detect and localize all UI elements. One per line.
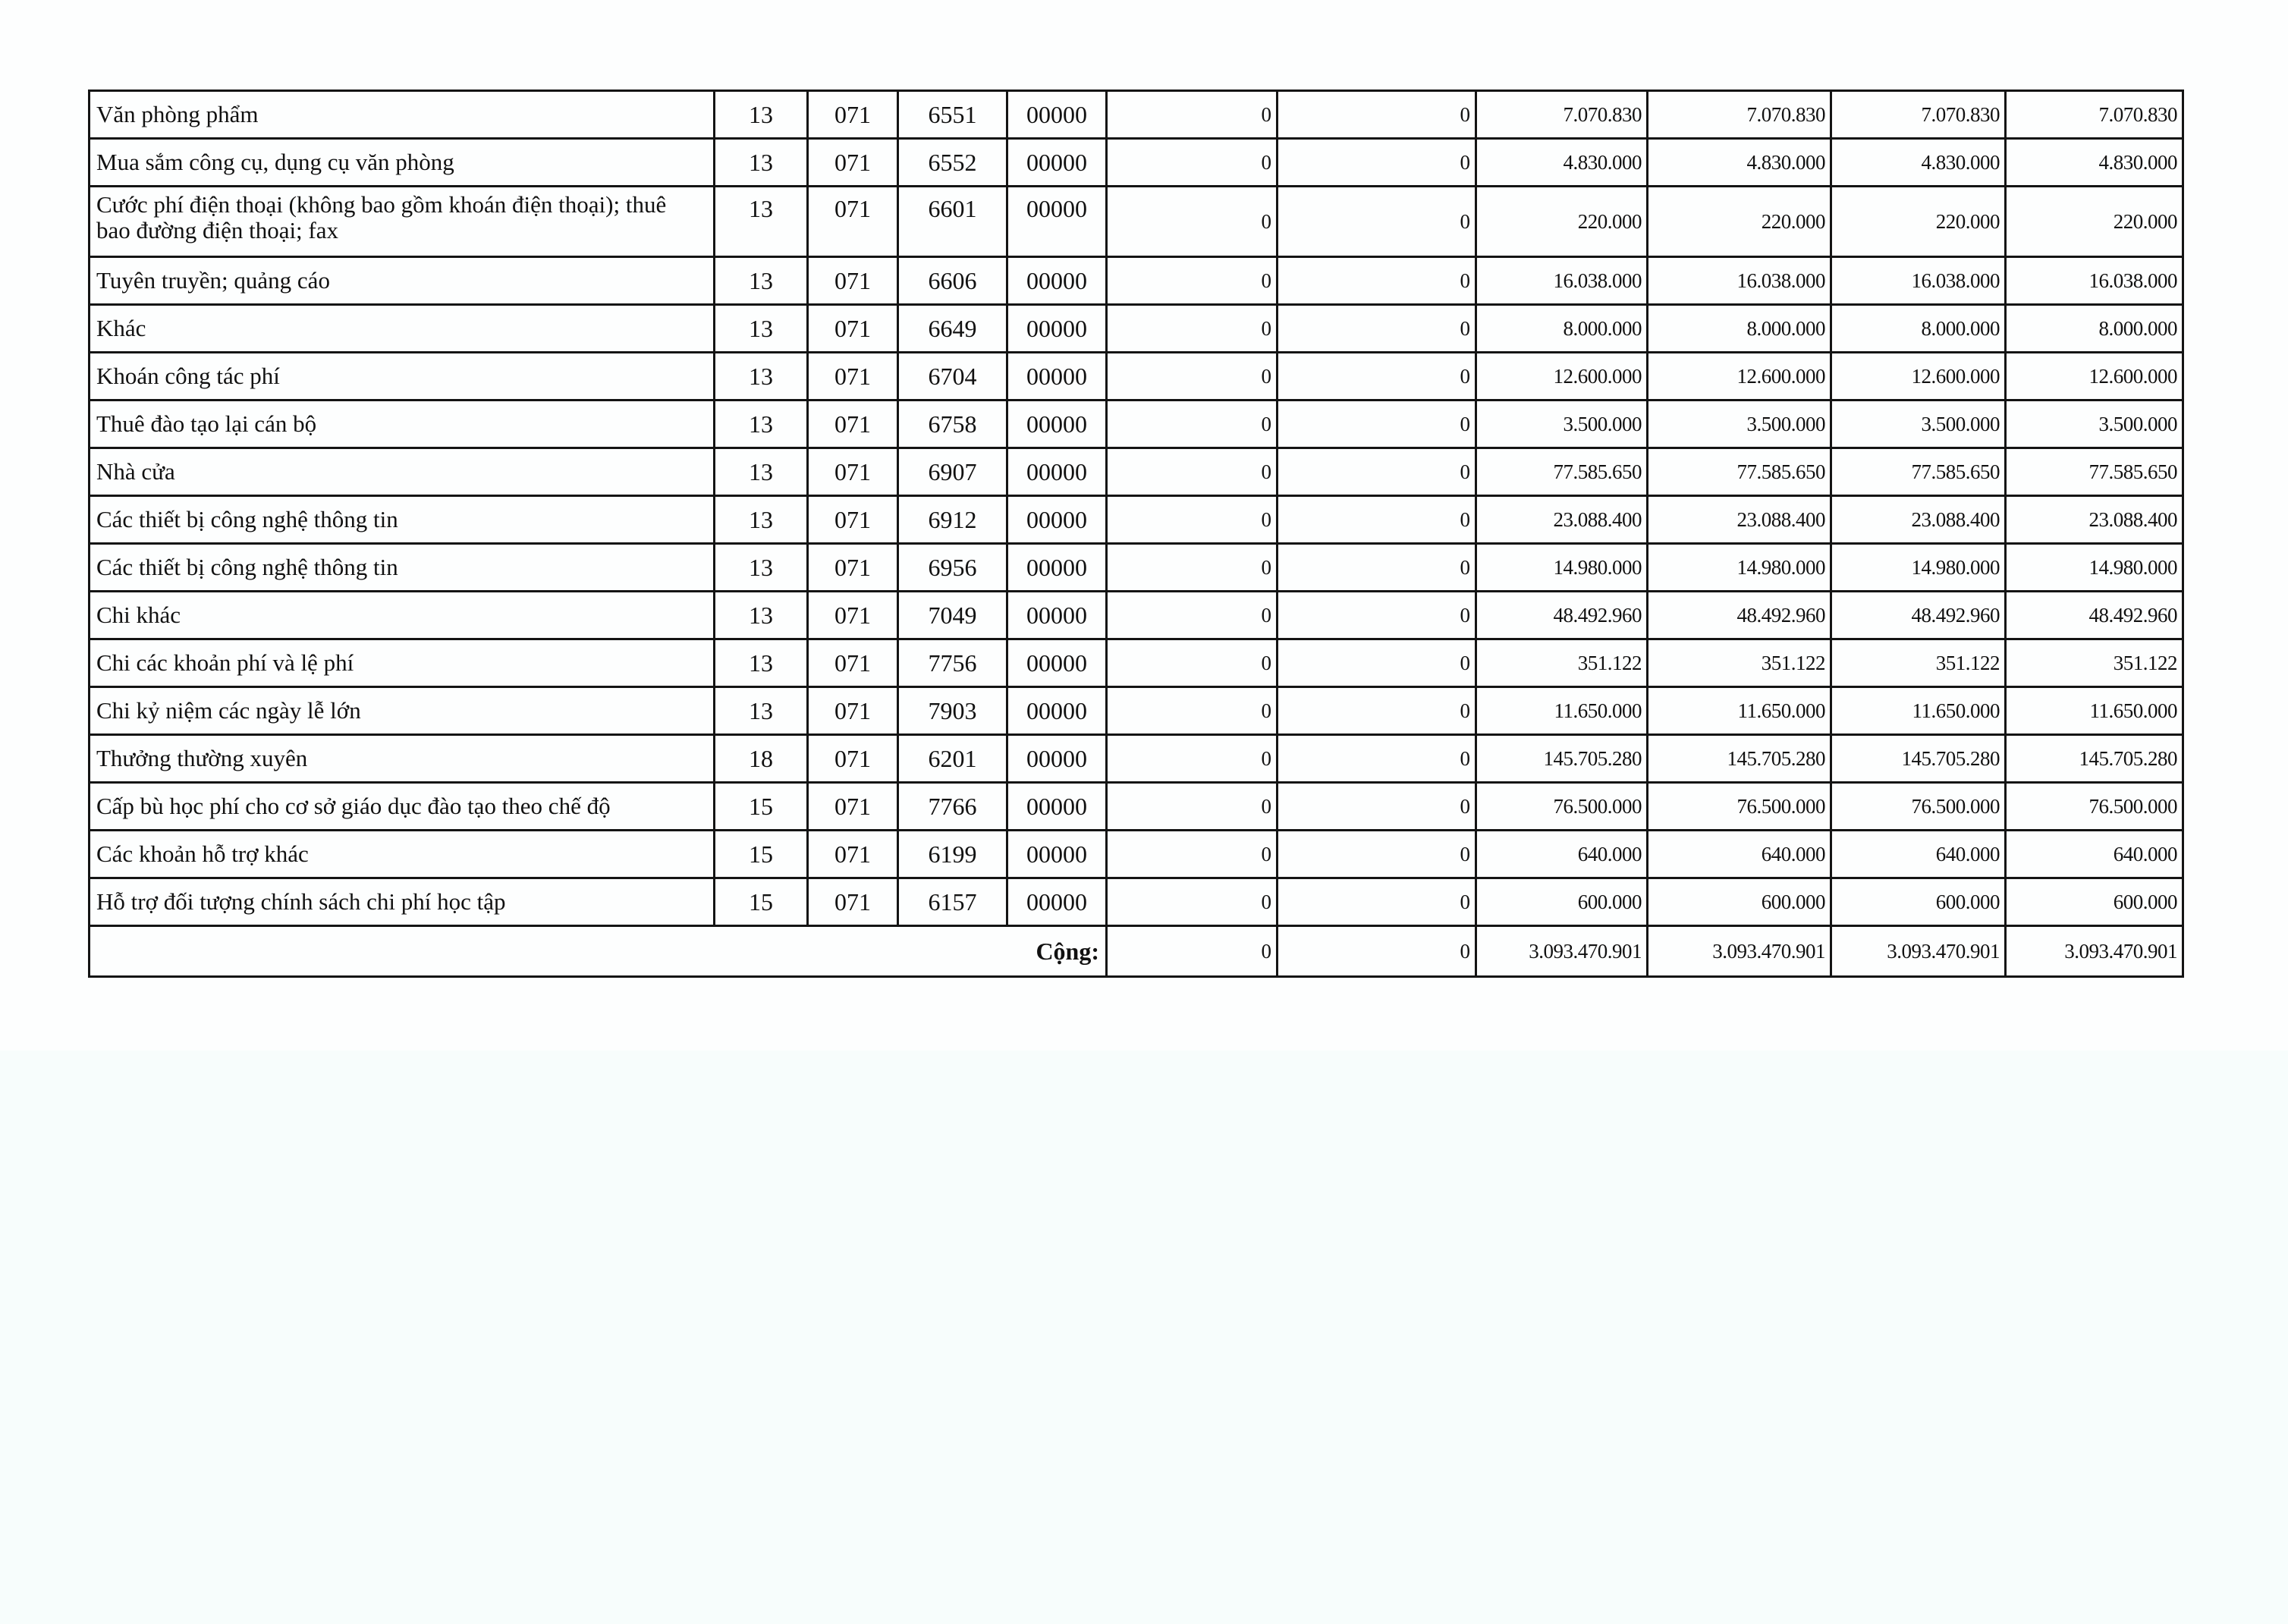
program-code: 00000: [1007, 353, 1107, 401]
value-2: 0: [1278, 735, 1476, 783]
value-5: 23.088.400: [1831, 496, 2006, 544]
value-5: 48.492.960: [1831, 592, 2006, 639]
table-row: [90, 735, 2183, 783]
budget-table: [88, 90, 2184, 978]
chapter-code: 13: [715, 687, 808, 735]
value-5: 640.000: [1831, 831, 2006, 878]
chapter-code: 15: [715, 878, 808, 926]
section-code: 071: [808, 783, 898, 831]
item-code: 6606: [898, 257, 1007, 305]
value-6: 351.122: [2006, 639, 2183, 687]
value-5: 600.000: [1831, 878, 2006, 926]
value-3: 600.000: [1476, 878, 1648, 926]
chapter-code: 13: [715, 91, 808, 139]
value-6: 12.600.000: [2006, 353, 2183, 401]
total-value-1: 0: [1107, 926, 1278, 977]
section-code: 071: [808, 496, 898, 544]
total-label: Cộng:: [90, 926, 1107, 977]
item-name: Cước phí điện thoại (không bao gồm khoán điện thoại); thuê bao đường điện thoại; fax: [90, 187, 715, 257]
value-4: 48.492.960: [1648, 592, 1831, 639]
program-code: 00000: [1007, 401, 1107, 448]
item-name: Các khoản hỗ trợ khác: [90, 831, 715, 878]
value-1: 0: [1107, 735, 1278, 783]
budget-table-footer: [90, 926, 2183, 977]
item-name: Khoán công tác phí: [90, 353, 715, 401]
value-1: 0: [1107, 305, 1278, 353]
value-3: 8.000.000: [1476, 305, 1648, 353]
item-code: 6758: [898, 401, 1007, 448]
chapter-code: 13: [715, 639, 808, 687]
value-5: 14.980.000: [1831, 544, 2006, 592]
section-code: 071: [808, 831, 898, 878]
table-row: [90, 544, 2183, 592]
value-6: 48.492.960: [2006, 592, 2183, 639]
table-row: [90, 91, 2183, 139]
value-1: 0: [1107, 139, 1278, 187]
total-row: [90, 926, 2183, 977]
item-name: Văn phòng phẩm: [90, 91, 715, 139]
value-5: 12.600.000: [1831, 353, 2006, 401]
budget-table-body: [90, 91, 2183, 926]
value-6: 23.088.400: [2006, 496, 2183, 544]
value-6: 600.000: [2006, 878, 2183, 926]
section-code: 071: [808, 353, 898, 401]
table-row: [90, 592, 2183, 639]
value-3: 14.980.000: [1476, 544, 1648, 592]
section-code: 071: [808, 187, 898, 257]
value-1: 0: [1107, 878, 1278, 926]
value-4: 23.088.400: [1648, 496, 1831, 544]
value-3: 23.088.400: [1476, 496, 1648, 544]
value-6: 145.705.280: [2006, 735, 2183, 783]
total-value-3: 3.093.470.901: [1476, 926, 1648, 977]
table-row: [90, 783, 2183, 831]
item-code: 6601: [898, 187, 1007, 257]
value-2: 0: [1278, 687, 1476, 735]
value-2: 0: [1278, 592, 1476, 639]
table-row: [90, 448, 2183, 496]
value-3: 11.650.000: [1476, 687, 1648, 735]
value-4: 16.038.000: [1648, 257, 1831, 305]
item-name: Các thiết bị công nghệ thông tin: [90, 496, 715, 544]
item-name: Cấp bù học phí cho cơ sở giáo dục đào tạo theo chế độ: [90, 783, 715, 831]
program-code: 00000: [1007, 448, 1107, 496]
value-1: 0: [1107, 448, 1278, 496]
value-4: 76.500.000: [1648, 783, 1831, 831]
item-name: Các thiết bị công nghệ thông tin: [90, 544, 715, 592]
section-code: 071: [808, 639, 898, 687]
value-3: 351.122: [1476, 639, 1648, 687]
value-4: 600.000: [1648, 878, 1831, 926]
value-2: 0: [1278, 353, 1476, 401]
program-code: 00000: [1007, 735, 1107, 783]
program-code: 00000: [1007, 305, 1107, 353]
value-1: 0: [1107, 831, 1278, 878]
table-row: [90, 139, 2183, 187]
program-code: 00000: [1007, 878, 1107, 926]
value-6: 77.585.650: [2006, 448, 2183, 496]
table-row: [90, 878, 2183, 926]
item-code: 6912: [898, 496, 1007, 544]
item-code: 6907: [898, 448, 1007, 496]
value-4: 4.830.000: [1648, 139, 1831, 187]
program-code: 00000: [1007, 687, 1107, 735]
value-1: 0: [1107, 687, 1278, 735]
value-2: 0: [1278, 496, 1476, 544]
value-6: 7.070.830: [2006, 91, 2183, 139]
table-row: [90, 353, 2183, 401]
total-value-4: 3.093.470.901: [1648, 926, 1831, 977]
chapter-code: 15: [715, 783, 808, 831]
value-3: 220.000: [1476, 187, 1648, 257]
table-row: [90, 257, 2183, 305]
value-4: 145.705.280: [1648, 735, 1831, 783]
value-6: 76.500.000: [2006, 783, 2183, 831]
chapter-code: 13: [715, 187, 808, 257]
value-2: 0: [1278, 91, 1476, 139]
chapter-code: 13: [715, 592, 808, 639]
value-3: 7.070.830: [1476, 91, 1648, 139]
total-value-5: 3.093.470.901: [1831, 926, 2006, 977]
total-value-2: 0: [1278, 926, 1476, 977]
program-code: 00000: [1007, 831, 1107, 878]
item-name: Hỗ trợ đối tượng chính sách chi phí học tập: [90, 878, 715, 926]
value-3: 3.500.000: [1476, 401, 1648, 448]
item-name: Thưởng thường xuyên: [90, 735, 715, 783]
section-code: 071: [808, 91, 898, 139]
item-name: Thuê đào tạo lại cán bộ: [90, 401, 715, 448]
value-5: 16.038.000: [1831, 257, 2006, 305]
item-code: 6551: [898, 91, 1007, 139]
value-4: 77.585.650: [1648, 448, 1831, 496]
program-code: 00000: [1007, 544, 1107, 592]
program-code: 00000: [1007, 139, 1107, 187]
value-4: 7.070.830: [1648, 91, 1831, 139]
table-row: [90, 496, 2183, 544]
value-6: 16.038.000: [2006, 257, 2183, 305]
value-2: 0: [1278, 305, 1476, 353]
value-5: 7.070.830: [1831, 91, 2006, 139]
item-code: 7756: [898, 639, 1007, 687]
item-code: 6649: [898, 305, 1007, 353]
value-4: 14.980.000: [1648, 544, 1831, 592]
value-3: 77.585.650: [1476, 448, 1648, 496]
value-5: 8.000.000: [1831, 305, 2006, 353]
item-code: 6704: [898, 353, 1007, 401]
program-code: 00000: [1007, 257, 1107, 305]
item-name: Tuyên truyền; quảng cáo: [90, 257, 715, 305]
table-row: [90, 187, 2183, 257]
value-2: 0: [1278, 401, 1476, 448]
value-6: 3.500.000: [2006, 401, 2183, 448]
value-4: 351.122: [1648, 639, 1831, 687]
program-code: 00000: [1007, 592, 1107, 639]
value-1: 0: [1107, 401, 1278, 448]
value-4: 220.000: [1648, 187, 1831, 257]
value-4: 8.000.000: [1648, 305, 1831, 353]
chapter-code: 15: [715, 831, 808, 878]
section-code: 071: [808, 305, 898, 353]
program-code: 00000: [1007, 187, 1107, 257]
value-2: 0: [1278, 878, 1476, 926]
section-code: 071: [808, 139, 898, 187]
value-2: 0: [1278, 639, 1476, 687]
value-5: 145.705.280: [1831, 735, 2006, 783]
value-2: 0: [1278, 257, 1476, 305]
section-code: 071: [808, 592, 898, 639]
program-code: 00000: [1007, 496, 1107, 544]
value-4: 11.650.000: [1648, 687, 1831, 735]
value-3: 4.830.000: [1476, 139, 1648, 187]
value-6: 220.000: [2006, 187, 2183, 257]
value-3: 48.492.960: [1476, 592, 1648, 639]
item-code: 6956: [898, 544, 1007, 592]
chapter-code: 13: [715, 139, 808, 187]
section-code: 071: [808, 687, 898, 735]
value-3: 16.038.000: [1476, 257, 1648, 305]
value-2: 0: [1278, 139, 1476, 187]
chapter-code: 13: [715, 496, 808, 544]
section-code: 071: [808, 257, 898, 305]
value-4: 12.600.000: [1648, 353, 1831, 401]
value-5: 76.500.000: [1831, 783, 2006, 831]
chapter-code: 13: [715, 257, 808, 305]
value-6: 4.830.000: [2006, 139, 2183, 187]
item-code: 6157: [898, 878, 1007, 926]
value-1: 0: [1107, 496, 1278, 544]
item-code: 6199: [898, 831, 1007, 878]
value-6: 11.650.000: [2006, 687, 2183, 735]
table-row: [90, 639, 2183, 687]
section-code: 071: [808, 735, 898, 783]
section-code: 071: [808, 544, 898, 592]
section-code: 071: [808, 401, 898, 448]
value-1: 0: [1107, 353, 1278, 401]
item-code: 7049: [898, 592, 1007, 639]
value-5: 351.122: [1831, 639, 2006, 687]
value-2: 0: [1278, 544, 1476, 592]
table-row: [90, 831, 2183, 878]
value-5: 77.585.650: [1831, 448, 2006, 496]
total-value-6: 3.093.470.901: [2006, 926, 2183, 977]
value-4: 3.500.000: [1648, 401, 1831, 448]
value-1: 0: [1107, 544, 1278, 592]
chapter-code: 13: [715, 353, 808, 401]
value-6: 8.000.000: [2006, 305, 2183, 353]
item-name: Chi kỷ niệm các ngày lễ lớn: [90, 687, 715, 735]
program-code: 00000: [1007, 91, 1107, 139]
value-3: 12.600.000: [1476, 353, 1648, 401]
item-code: 6201: [898, 735, 1007, 783]
item-name: Chi khác: [90, 592, 715, 639]
value-2: 0: [1278, 187, 1476, 257]
value-2: 0: [1278, 783, 1476, 831]
value-4: 640.000: [1648, 831, 1831, 878]
table-row: [90, 401, 2183, 448]
item-name: Chi các khoản phí và lệ phí: [90, 639, 715, 687]
value-6: 14.980.000: [2006, 544, 2183, 592]
chapter-code: 13: [715, 544, 808, 592]
value-6: 640.000: [2006, 831, 2183, 878]
section-code: 071: [808, 878, 898, 926]
chapter-code: 13: [715, 401, 808, 448]
item-code: 7903: [898, 687, 1007, 735]
value-3: 640.000: [1476, 831, 1648, 878]
item-name: Nhà cửa: [90, 448, 715, 496]
value-1: 0: [1107, 91, 1278, 139]
program-code: 00000: [1007, 783, 1107, 831]
item-name: Khác: [90, 305, 715, 353]
item-code: 7766: [898, 783, 1007, 831]
value-5: 220.000: [1831, 187, 2006, 257]
value-1: 0: [1107, 783, 1278, 831]
value-1: 0: [1107, 639, 1278, 687]
value-3: 76.500.000: [1476, 783, 1648, 831]
value-2: 0: [1278, 831, 1476, 878]
table-row: [90, 687, 2183, 735]
table-row: [90, 305, 2183, 353]
value-2: 0: [1278, 448, 1476, 496]
chapter-code: 13: [715, 305, 808, 353]
chapter-code: 18: [715, 735, 808, 783]
value-5: 11.650.000: [1831, 687, 2006, 735]
value-1: 0: [1107, 187, 1278, 257]
chapter-code: 13: [715, 448, 808, 496]
value-3: 145.705.280: [1476, 735, 1648, 783]
section-code: 071: [808, 448, 898, 496]
item-name: Mua sắm công cụ, dụng cụ văn phòng: [90, 139, 715, 187]
program-code: 00000: [1007, 639, 1107, 687]
item-code: 6552: [898, 139, 1007, 187]
value-1: 0: [1107, 592, 1278, 639]
value-5: 3.500.000: [1831, 401, 2006, 448]
value-1: 0: [1107, 257, 1278, 305]
value-5: 4.830.000: [1831, 139, 2006, 187]
